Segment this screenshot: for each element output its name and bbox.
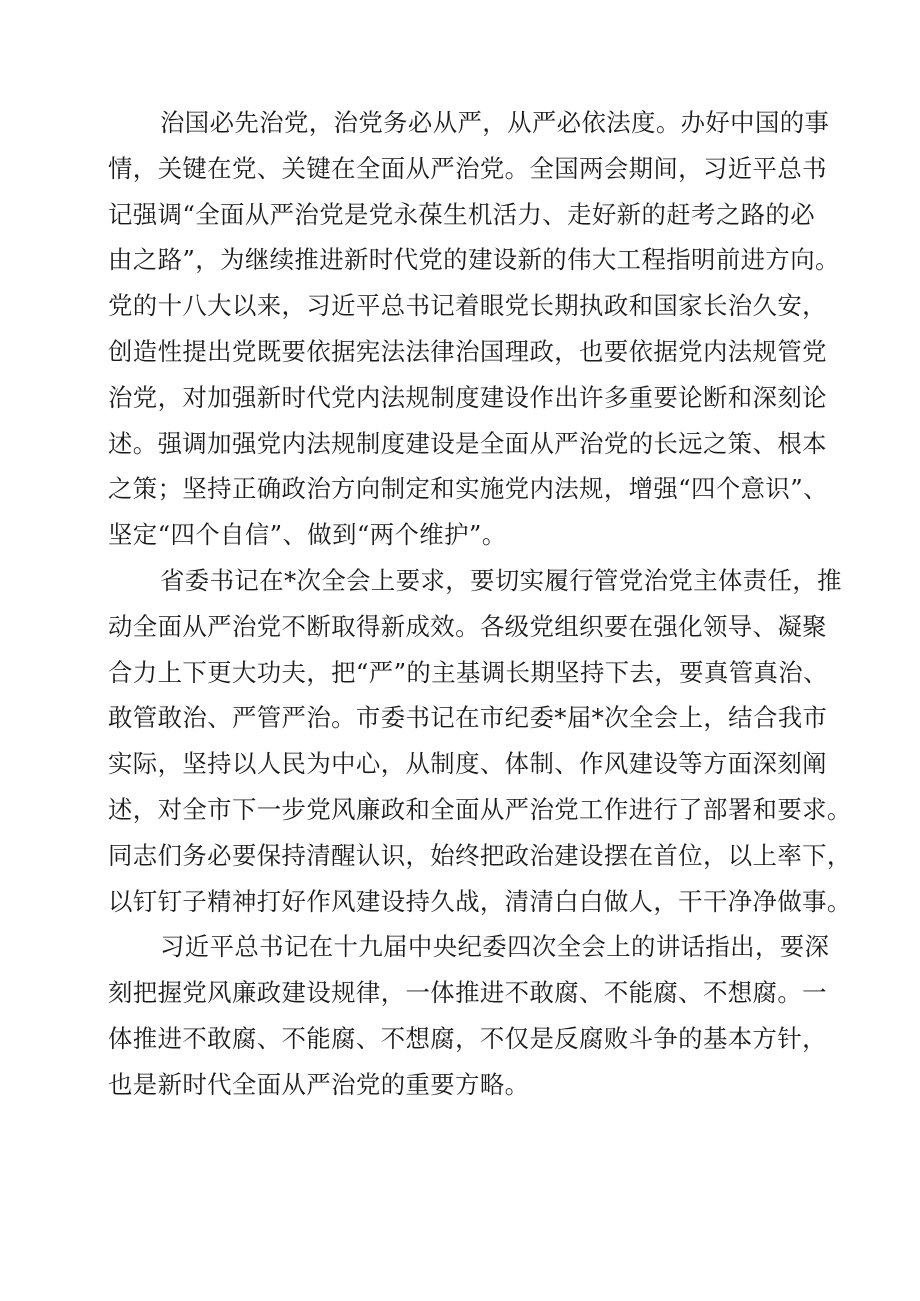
paragraph-1 [108,100,840,558]
document-body [108,100,852,1108]
paragraph-line: 刻把握党风廉政建设规律，一体推进不敢腐、不能腐、不想腐。一 [108,978,827,1008]
paragraph-line: 实际，坚持以人民为中心，从制度、体制、作风建设等方面深刻阐 [108,749,827,779]
paragraph-line: 治国必先治党，治党务必从严，从严必依法度。办好中国的事 [160,108,830,137]
paragraph-line: 坚定“四个自信”、做到“两个维护”。 [108,520,507,550]
paragraph-line: 习近平总书记在十九届中央纪委四次全会上的讲话指出，要深 [160,932,830,962]
paragraph-line: 以钉钉子精神打好作风建设持久战，清清白白做人，干干净净做事。 [108,886,852,916]
paragraph-line: 也是新时代全面从严治党的重要方略。 [108,1069,530,1099]
paragraph-line: 党的十八大以来，习近平总书记着眼党长期执政和国家长治久安， [108,291,827,321]
paragraph-line: 省委书记在*次全会上要求，要切实履行管党治党主体责任，推 [160,565,842,595]
paragraph-line: 敢管敢治、严管严治。市委书记在市纪委*届*次全会上，结合我市 [108,703,828,733]
paragraph-line: 之策；坚持正确政治方向制定和实施党内法规，增强“四个意识”、 [108,474,828,504]
paragraph-line: 述，对全市下一步党风廉政和全面从严治党工作进行了部署和要求。 [108,794,852,824]
paragraph-3 [108,924,830,1107]
paragraph-line: 创造性提出党既要依据宪法法律治国理政，也要依据党内法规管党 [108,336,827,366]
paragraph-line: 同志们务必要保持清醒认识，始终把政治建设摆在首位，以上率下， [108,840,852,870]
paragraph-line: 记强调“全面从严治党是党永葆生机活力、走好新的赶考之路的必 [108,199,816,229]
paragraph-line: 动全面从严治党不断取得新成效。各级党组织要在强化领导、凝聚 [108,611,827,641]
paragraph-line: 合力上下更大功夫，把“严”的主基调长期坚持下去，要真管真治、 [108,657,828,687]
paragraph-line: 体推进不敢腐、不能腐、不想腐，不仅是反腐败斗争的基本方针， [108,1023,827,1053]
paragraph-line: 情，关键在党、关键在全面从严治党。全国两会期间，习近平总书 [108,153,827,183]
paragraph-line: 述。强调加强党内法规制度建设是全面从严治党的长远之策、根本 [108,428,827,458]
paragraph-line: 治党，对加强新时代党内法规制度建设作出许多重要论断和深刻论 [108,382,827,412]
paragraph-2 [108,558,852,924]
paragraph-line: 由之路”，为继续推进新时代党的建设新的伟大工程指明前进方向。 [108,245,840,275]
